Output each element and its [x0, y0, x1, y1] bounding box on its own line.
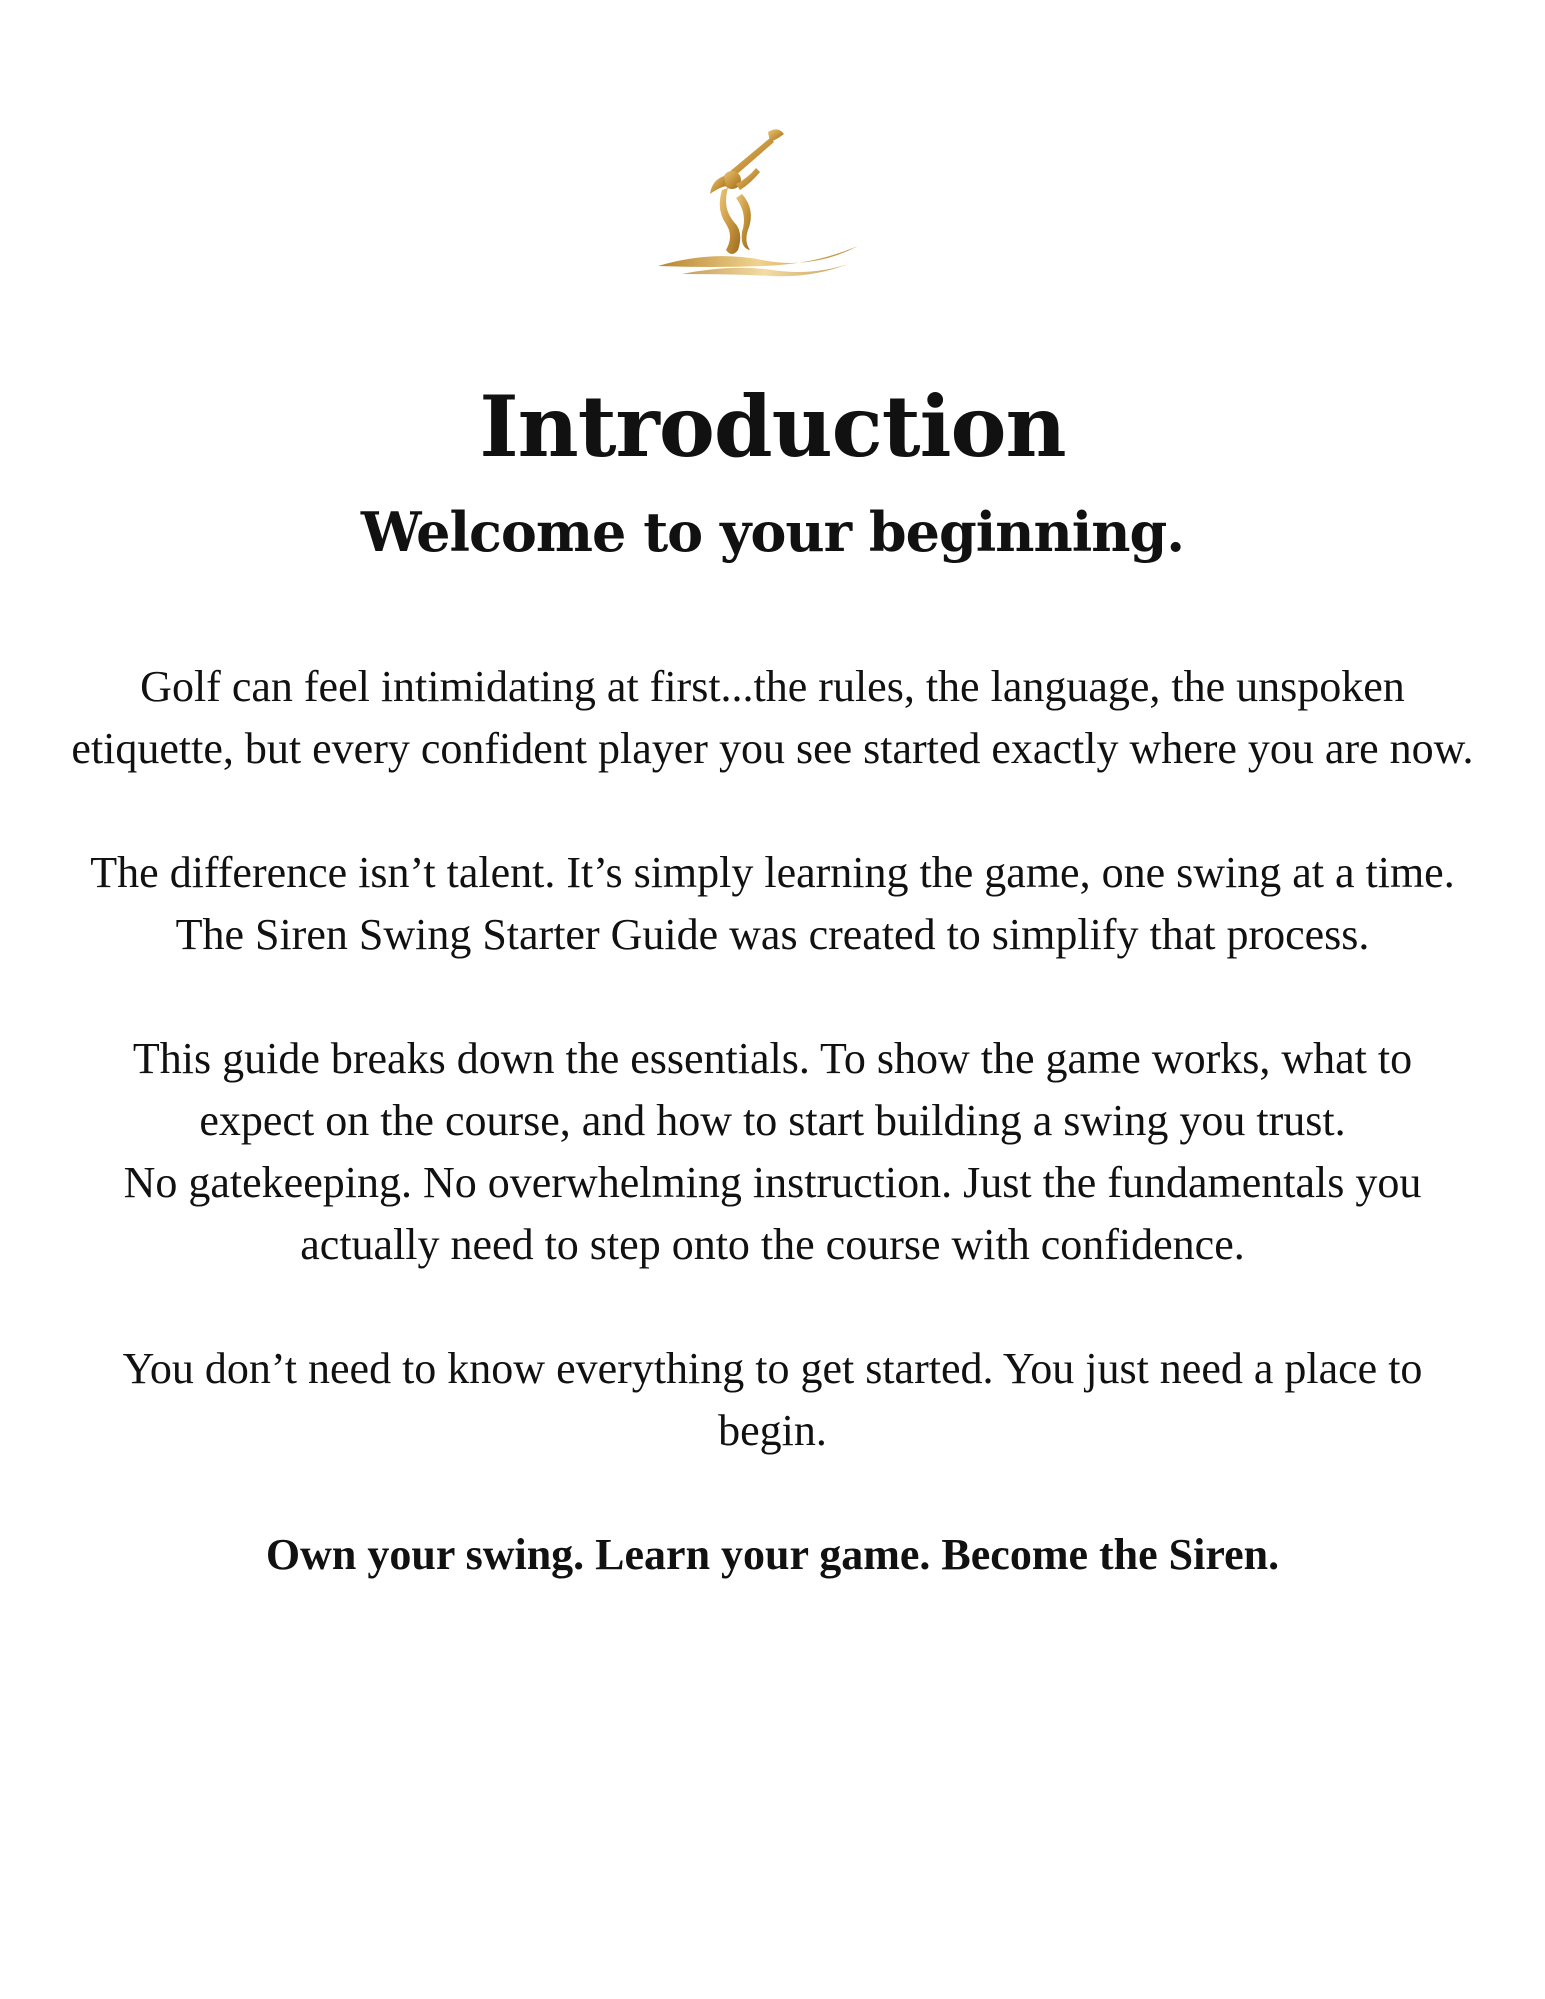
paragraph-intimidating: Golf can feel intimidating at first...the rules, the language, the unspoken etiquette, but every confident player you see started exactly where you are now.: [71, 662, 1474, 773]
page-subtitle: Welcome to your beginning.: [360, 500, 1185, 564]
paragraph-difference: The difference isn’t talent. It’s simply learning the game, one swing at a time. The Siren Swing Starter Guide was created to simplify that process.: [90, 848, 1455, 959]
body-text: [70, 656, 1475, 1586]
siren-trumpet-logo-icon: [652, 118, 862, 278]
closing-tagline: Own your swing. Learn your game. Become the Siren.: [265, 1530, 1280, 1579]
page-title: Introduction: [479, 377, 1066, 476]
paragraph-no-gatekeeping: No gatekeeping. No overwhelming instruction. Just the fundamentals you actually need to step onto the course with confidence.: [123, 1158, 1422, 1269]
paragraph-begin: You don’t need to know everything to get started. You just need a place to begin.: [122, 1344, 1423, 1455]
paragraph-essentials: This guide breaks down the essentials. To show the game works, what to expect on the course, and how to start building a swing you trust.: [132, 1034, 1413, 1145]
